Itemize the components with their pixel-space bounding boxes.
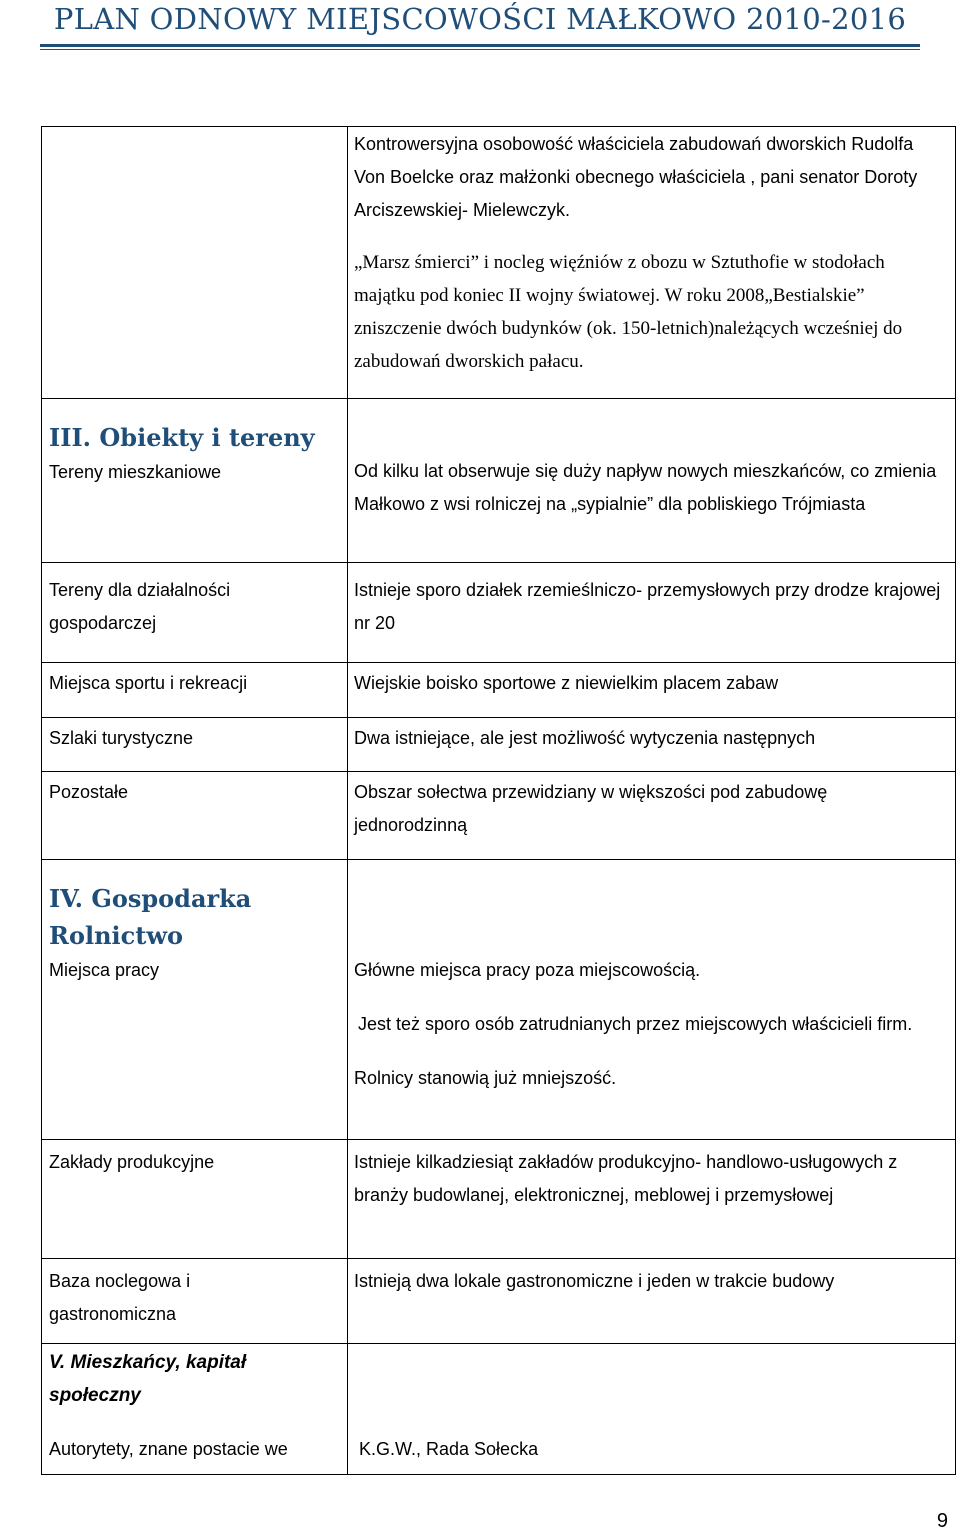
header-rule <box>40 44 920 47</box>
value-cell <box>348 563 956 663</box>
label-cell <box>42 1259 348 1344</box>
document-title: PLAN ODNOWY MIEJSCOWOŚCI MAŁKOWO 2010-2016 <box>53 2 907 36</box>
row-value: Dwa istniejące, ale jest możliwość wytyczenia następnych <box>354 728 816 748</box>
row-label: Miejsca sportu i rekreacji <box>49 673 248 693</box>
table-row <box>42 1344 956 1475</box>
row-label: Szlaki turystyczne <box>49 728 194 748</box>
row-value: Istnieją dwa lokale gastronomiczne i jeden w trakcie budowy <box>354 1271 835 1291</box>
label-cell <box>42 1140 348 1259</box>
row-label: Zakłady produkcyjne <box>49 1152 215 1172</box>
value-cell <box>348 663 956 718</box>
row-label: Tereny mieszkaniowe <box>49 462 222 482</box>
section-subtitle: Rolnictwo <box>49 921 184 950</box>
label-cell <box>42 860 348 1140</box>
table-row <box>42 563 956 663</box>
label-cell <box>42 718 348 772</box>
intro-paragraph: Kontrowersyjna osobowość właściciela zabudowań dworskich Rudolfa Von Boelcke oraz małżonki obecnego właściciela , pani senator Doroty Arciszewskiej- Mielewczyk. <box>354 134 918 220</box>
value-cell <box>348 1259 956 1344</box>
page-header <box>0 0 960 52</box>
value-cell <box>348 718 956 772</box>
plan-table <box>41 126 956 1475</box>
value-cell <box>348 1140 956 1259</box>
table-row <box>42 860 956 1140</box>
table-row <box>42 772 956 860</box>
row-value: Rolnicy stanowią już mniejszość. <box>354 1068 617 1088</box>
label-cell <box>42 1344 348 1475</box>
row-value: K.G.W., Rada Sołecka <box>359 1439 539 1459</box>
table-row <box>42 718 956 772</box>
row-value: Istnieje sporo działek rzemieślniczo- przemysłowych przy drodze krajowej nr 20 <box>354 580 941 633</box>
row-label: Tereny dla działalności gospodarczej <box>49 580 231 633</box>
row-value: Główne miejsca pracy poza miejscowością. <box>354 960 701 980</box>
section-title: III. Obiekty i tereny <box>49 423 315 452</box>
table-row <box>42 127 956 399</box>
row-label: Baza noclegowa i gastronomiczna <box>49 1271 191 1324</box>
row-value: Wiejskie boisko sportowe z niewielkim placem zabaw <box>354 673 779 693</box>
section-title: V. Mieszkańcy, kapitał społeczny <box>49 1352 247 1406</box>
label-cell <box>42 399 348 563</box>
empty-label-cell <box>42 127 348 399</box>
row-label: Miejsca pracy <box>49 960 160 980</box>
table-row <box>42 1140 956 1259</box>
row-value: Istnieje kilkadziesiąt zakładów produkcyjno- handlowo-usługowych z branży budowlanej, elektronicznej, meblowej i przemysłowej <box>354 1152 898 1205</box>
row-value: Jest też sporo osób zatrudnianych przez miejscowych właścicieli firm. <box>358 1014 913 1034</box>
value-cell <box>348 1344 956 1475</box>
value-cell <box>348 772 956 860</box>
value-cell <box>348 860 956 1140</box>
label-cell <box>42 563 348 663</box>
row-label: Autorytety, znane postacie we <box>49 1439 288 1459</box>
label-cell <box>42 772 348 860</box>
row-label: Pozostałe <box>49 782 129 802</box>
intro-cell <box>348 127 956 399</box>
table-row <box>42 663 956 718</box>
table-row <box>42 399 956 563</box>
section-title: IV. Gospodarka <box>49 884 252 913</box>
table-row <box>42 1259 956 1344</box>
header-rule-thin <box>40 49 920 50</box>
row-value: Obszar sołectwa przewidziany w większości pod zabudowę jednorodzinną <box>354 782 828 835</box>
label-cell <box>42 663 348 718</box>
row-value: Od kilku lat obserwuje się duży napływ nowych mieszkańców, co zmienia Małkowo z wsi rolniczej na „sypialnie” dla pobliskiego Trójmiasta <box>354 461 937 514</box>
page-number: 9 <box>936 1510 948 1532</box>
value-cell <box>348 399 956 563</box>
intro-paragraph: „Marsz śmierci” i nocleg więźniów z obozu w Sztuthofie w stodołach majątku pod koniec II wojny światowej. W roku 2008„Bestialskie” zniszczenie dwóch budynków (ok. 150-letnich)należących wcześniej do zabudowań dworskich pałacu. <box>354 252 903 372</box>
